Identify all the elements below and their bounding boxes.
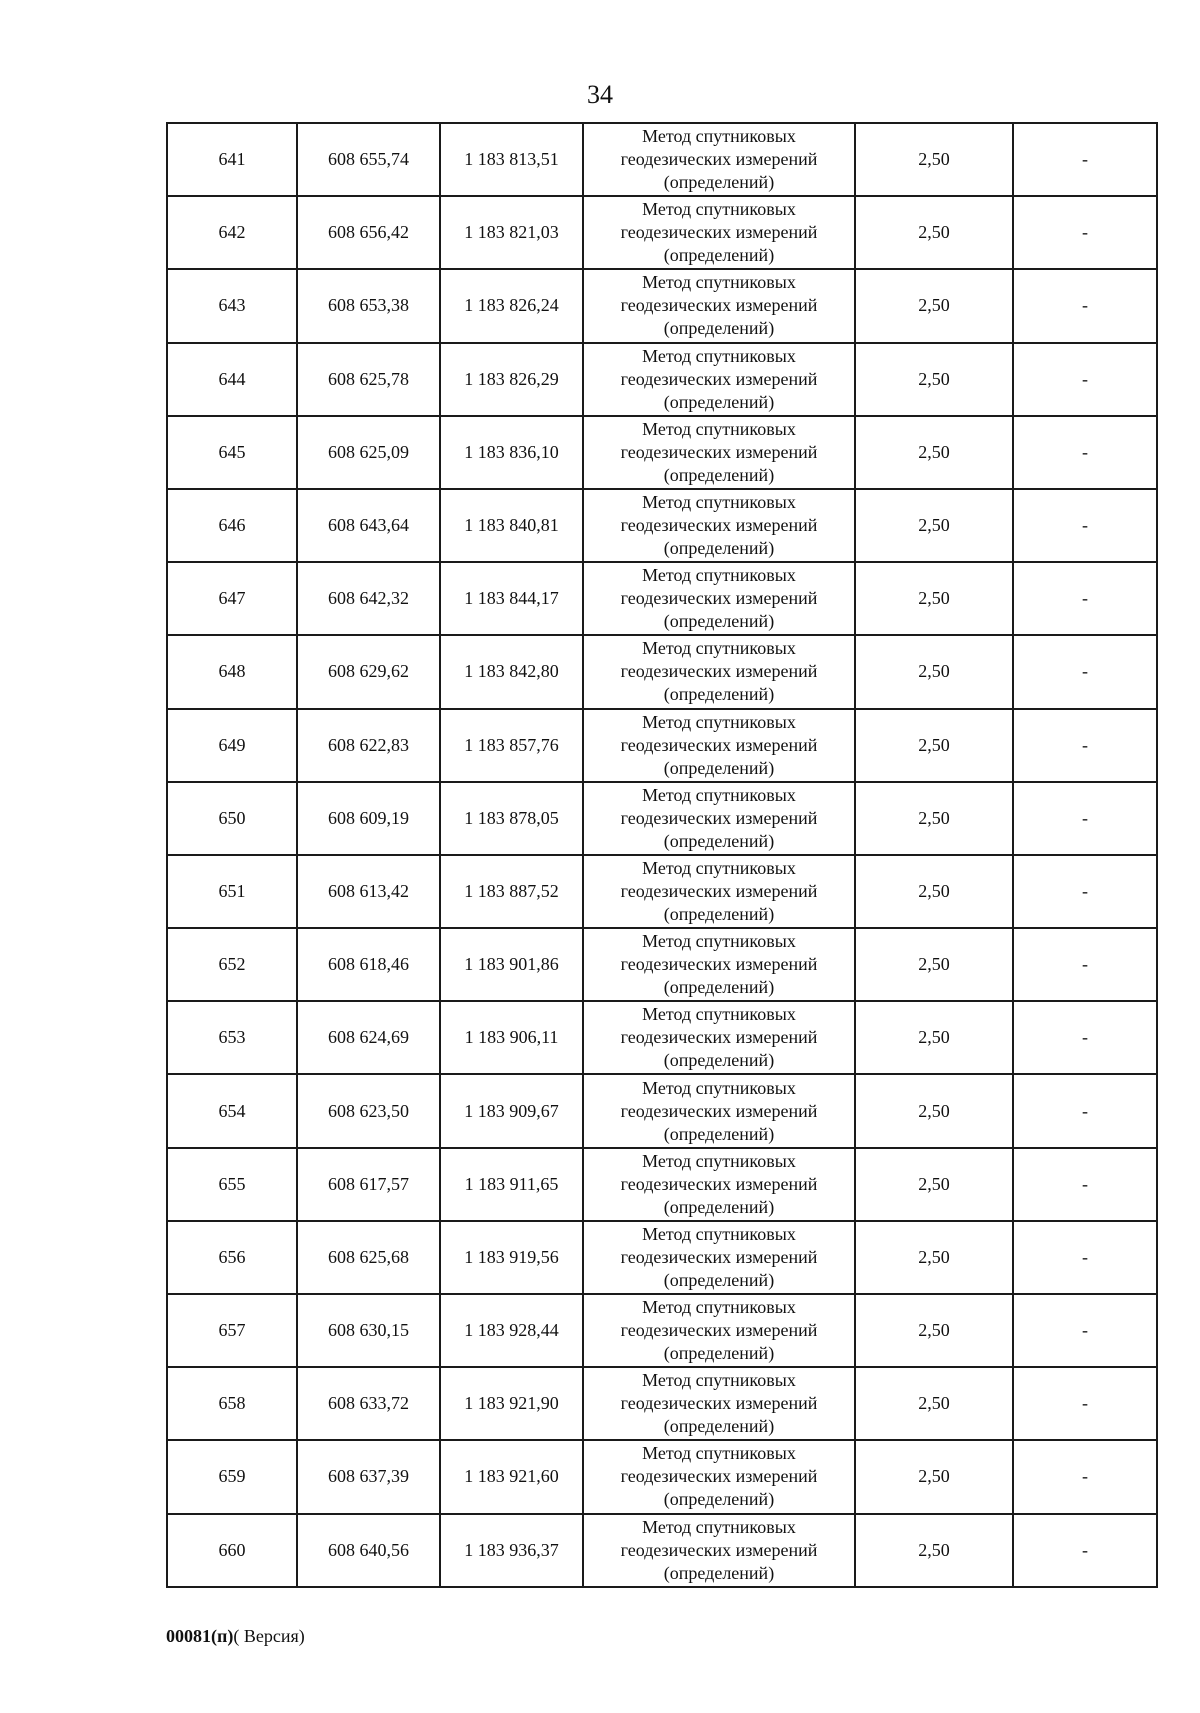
x-coordinate-cell: 608 643,64 (297, 489, 440, 562)
accuracy-cell: 2,50 (855, 269, 1013, 342)
method-cell (583, 196, 855, 269)
note-cell: - (1013, 1514, 1157, 1587)
method-cell (583, 1221, 855, 1294)
y-coordinate-cell: 1 183 936,37 (440, 1514, 583, 1587)
method-line: (определений) (663, 1123, 775, 1144)
method-line: (определений) (663, 245, 775, 266)
method-line: (определений) (663, 830, 775, 851)
method-line: Метод спутниковых (642, 1150, 796, 1171)
note-cell: - (1013, 1074, 1157, 1147)
method-line: (определений) (663, 903, 775, 924)
note-cell: - (1013, 1001, 1157, 1074)
method-line: геодезических измерений (620, 1466, 818, 1487)
method-line: (определений) (663, 538, 775, 559)
note-cell: - (1013, 196, 1157, 269)
x-coordinate-cell: 608 653,38 (297, 269, 440, 342)
accuracy-cell: 2,50 (855, 1148, 1013, 1221)
x-coordinate-cell: 608 637,39 (297, 1440, 440, 1513)
method-line: геодезических измерений (620, 588, 818, 609)
point-number-cell: 645 (167, 416, 297, 489)
x-coordinate-cell: 608 622,83 (297, 709, 440, 782)
table-row (167, 1221, 1157, 1294)
note-cell: - (1013, 489, 1157, 562)
note-cell: - (1013, 562, 1157, 635)
method-line: геодезических измерений (620, 1320, 818, 1341)
accuracy-cell: 2,50 (855, 416, 1013, 489)
accuracy-cell: 2,50 (855, 1001, 1013, 1074)
method-line: Метод спутниковых (642, 1077, 796, 1098)
method-line: геодезических измерений (620, 1100, 818, 1121)
table-row (167, 562, 1157, 635)
method-line: Метод спутниковых (642, 272, 796, 293)
method-line: Метод спутниковых (642, 1443, 796, 1464)
y-coordinate-cell: 1 183 919,56 (440, 1221, 583, 1294)
point-number-cell: 654 (167, 1074, 297, 1147)
point-number-cell: 652 (167, 928, 297, 1001)
note-cell: - (1013, 1367, 1157, 1440)
method-line: геодезических измерений (620, 1027, 818, 1048)
method-line: геодезических измерений (620, 149, 818, 170)
method-cell (583, 1367, 855, 1440)
method-line: (определений) (663, 1343, 775, 1364)
table-row (167, 1514, 1157, 1587)
method-line: геодезических измерений (620, 1539, 818, 1560)
method-line: (определений) (663, 391, 775, 412)
method-cell (583, 928, 855, 1001)
method-line: геодезических измерений (620, 807, 818, 828)
method-cell (583, 123, 855, 196)
point-number-cell: 656 (167, 1221, 297, 1294)
version-label: ( Версия) (233, 1626, 305, 1646)
accuracy-cell: 2,50 (855, 928, 1013, 1001)
y-coordinate-cell: 1 183 921,90 (440, 1367, 583, 1440)
page-number: 34 (587, 80, 613, 109)
x-coordinate-cell: 608 629,62 (297, 635, 440, 708)
point-number-cell: 643 (167, 269, 297, 342)
method-line: (определений) (663, 318, 775, 339)
table-row (167, 782, 1157, 855)
coordinates-table (166, 122, 1158, 1588)
x-coordinate-cell: 608 656,42 (297, 196, 440, 269)
x-coordinate-cell: 608 618,46 (297, 928, 440, 1001)
note-cell: - (1013, 635, 1157, 708)
method-cell (583, 709, 855, 782)
accuracy-cell: 2,50 (855, 1367, 1013, 1440)
method-line: (определений) (663, 464, 775, 485)
y-coordinate-cell: 1 183 909,67 (440, 1074, 583, 1147)
method-line: (определений) (663, 684, 775, 705)
method-line: Метод спутниковых (642, 1370, 796, 1391)
y-coordinate-cell: 1 183 842,80 (440, 635, 583, 708)
accuracy-cell: 2,50 (855, 1294, 1013, 1367)
method-line: (определений) (663, 1416, 775, 1437)
point-number-cell: 659 (167, 1440, 297, 1513)
y-coordinate-cell: 1 183 826,24 (440, 269, 583, 342)
method-line: Метод спутниковых (642, 345, 796, 366)
method-line: Метод спутниковых (642, 199, 796, 220)
method-line: (определений) (663, 172, 775, 193)
method-cell (583, 1148, 855, 1221)
method-cell (583, 1440, 855, 1513)
method-cell (583, 269, 855, 342)
table-row (167, 269, 1157, 342)
table-body (167, 123, 1157, 1587)
document-code (166, 1626, 305, 1647)
y-coordinate-cell: 1 183 901,86 (440, 928, 583, 1001)
accuracy-cell: 2,50 (855, 1440, 1013, 1513)
note-cell: - (1013, 1148, 1157, 1221)
point-number-cell: 655 (167, 1148, 297, 1221)
method-line: геодезических измерений (620, 222, 818, 243)
method-cell (583, 855, 855, 928)
point-number-cell: 641 (167, 123, 297, 196)
x-coordinate-cell: 608 630,15 (297, 1294, 440, 1367)
method-cell (583, 1001, 855, 1074)
table-row (167, 1074, 1157, 1147)
method-line: Метод спутниковых (642, 126, 796, 147)
accuracy-cell: 2,50 (855, 562, 1013, 635)
x-coordinate-cell: 608 655,74 (297, 123, 440, 196)
method-line: геодезических измерений (620, 1173, 818, 1194)
x-coordinate-cell: 608 625,78 (297, 343, 440, 416)
form-code: 00081(п) (166, 1626, 234, 1646)
y-coordinate-cell: 1 183 840,81 (440, 489, 583, 562)
accuracy-cell: 2,50 (855, 343, 1013, 416)
x-coordinate-cell: 608 642,32 (297, 562, 440, 635)
x-coordinate-cell: 608 617,57 (297, 1148, 440, 1221)
accuracy-cell: 2,50 (855, 1221, 1013, 1294)
method-cell (583, 1294, 855, 1367)
point-number-cell: 642 (167, 196, 297, 269)
x-coordinate-cell: 608 633,72 (297, 1367, 440, 1440)
y-coordinate-cell: 1 183 826,29 (440, 343, 583, 416)
note-cell: - (1013, 709, 1157, 782)
point-number-cell: 647 (167, 562, 297, 635)
note-cell: - (1013, 1440, 1157, 1513)
method-line: Метод спутниковых (642, 784, 796, 805)
table-row (167, 1440, 1157, 1513)
y-coordinate-cell: 1 183 911,65 (440, 1148, 583, 1221)
accuracy-cell: 2,50 (855, 1074, 1013, 1147)
table-row (167, 1367, 1157, 1440)
method-line: Метод спутниковых (642, 565, 796, 586)
note-cell: - (1013, 1221, 1157, 1294)
method-cell (583, 635, 855, 708)
accuracy-cell: 2,50 (855, 855, 1013, 928)
point-number-cell: 658 (167, 1367, 297, 1440)
point-number-cell: 649 (167, 709, 297, 782)
x-coordinate-cell: 608 625,09 (297, 416, 440, 489)
point-number-cell: 648 (167, 635, 297, 708)
method-line: (определений) (663, 1050, 775, 1071)
table-row (167, 1148, 1157, 1221)
point-number-cell: 653 (167, 1001, 297, 1074)
method-line: геодезических измерений (620, 1246, 818, 1267)
x-coordinate-cell: 608 625,68 (297, 1221, 440, 1294)
x-coordinate-cell: 608 613,42 (297, 855, 440, 928)
method-line: геодезических измерений (620, 1393, 818, 1414)
table-row (167, 928, 1157, 1001)
note-cell: - (1013, 1294, 1157, 1367)
table-row (167, 416, 1157, 489)
x-coordinate-cell: 608 640,56 (297, 1514, 440, 1587)
method-line: Метод спутниковых (642, 418, 796, 439)
point-number-cell: 646 (167, 489, 297, 562)
y-coordinate-cell: 1 183 844,17 (440, 562, 583, 635)
y-coordinate-cell: 1 183 921,60 (440, 1440, 583, 1513)
table-row (167, 123, 1157, 196)
x-coordinate-cell: 608 623,50 (297, 1074, 440, 1147)
y-coordinate-cell: 1 183 836,10 (440, 416, 583, 489)
y-coordinate-cell: 1 183 821,03 (440, 196, 583, 269)
method-cell (583, 1074, 855, 1147)
table-row (167, 1294, 1157, 1367)
table-row (167, 635, 1157, 708)
table-row (167, 489, 1157, 562)
method-line: (определений) (663, 1269, 775, 1290)
table-row (167, 855, 1157, 928)
note-cell: - (1013, 269, 1157, 342)
method-line: (определений) (663, 977, 775, 998)
method-line: Метод спутниковых (642, 931, 796, 952)
method-line: (определений) (663, 1562, 775, 1583)
method-cell (583, 1514, 855, 1587)
note-cell: - (1013, 343, 1157, 416)
note-cell: - (1013, 782, 1157, 855)
method-line: (определений) (663, 611, 775, 632)
method-line: Метод спутниковых (642, 1223, 796, 1244)
y-coordinate-cell: 1 183 857,76 (440, 709, 583, 782)
method-line: геодезических измерений (620, 515, 818, 536)
note-cell: - (1013, 416, 1157, 489)
point-number-cell: 644 (167, 343, 297, 416)
method-cell (583, 782, 855, 855)
accuracy-cell: 2,50 (855, 196, 1013, 269)
method-line: Метод спутниковых (642, 1004, 796, 1025)
method-line: Метод спутниковых (642, 857, 796, 878)
note-cell: - (1013, 928, 1157, 1001)
method-line: геодезических измерений (620, 661, 818, 682)
accuracy-cell: 2,50 (855, 709, 1013, 782)
y-coordinate-cell: 1 183 887,52 (440, 855, 583, 928)
table-row (167, 1001, 1157, 1074)
method-line: (определений) (663, 1196, 775, 1217)
point-number-cell: 650 (167, 782, 297, 855)
method-line: геодезических измерений (620, 368, 818, 389)
method-line: геодезических измерений (620, 734, 818, 755)
method-line: геодезических измерений (620, 441, 818, 462)
point-number-cell: 657 (167, 1294, 297, 1367)
method-line: Метод спутниковых (642, 492, 796, 513)
point-number-cell: 660 (167, 1514, 297, 1587)
point-number-cell: 651 (167, 855, 297, 928)
method-line: (определений) (663, 757, 775, 778)
method-line: Метод спутниковых (642, 711, 796, 732)
accuracy-cell: 2,50 (855, 782, 1013, 855)
x-coordinate-cell: 608 609,19 (297, 782, 440, 855)
method-line: геодезических измерений (620, 954, 818, 975)
method-line: Метод спутниковых (642, 1516, 796, 1537)
method-line: Метод спутниковых (642, 1297, 796, 1318)
method-cell (583, 416, 855, 489)
method-line: геодезических измерений (620, 880, 818, 901)
y-coordinate-cell: 1 183 906,11 (440, 1001, 583, 1074)
x-coordinate-cell: 608 624,69 (297, 1001, 440, 1074)
method-line: Метод спутниковых (642, 638, 796, 659)
method-line: (определений) (663, 1489, 775, 1510)
method-cell (583, 489, 855, 562)
y-coordinate-cell: 1 183 928,44 (440, 1294, 583, 1367)
accuracy-cell: 2,50 (855, 123, 1013, 196)
accuracy-cell: 2,50 (855, 635, 1013, 708)
method-cell (583, 343, 855, 416)
table-row (167, 343, 1157, 416)
accuracy-cell: 2,50 (855, 489, 1013, 562)
accuracy-cell: 2,50 (855, 1514, 1013, 1587)
method-line: геодезических измерений (620, 295, 818, 316)
note-cell: - (1013, 855, 1157, 928)
note-cell: - (1013, 123, 1157, 196)
method-cell (583, 562, 855, 635)
y-coordinate-cell: 1 183 813,51 (440, 123, 583, 196)
y-coordinate-cell: 1 183 878,05 (440, 782, 583, 855)
table-row (167, 709, 1157, 782)
table-row (167, 196, 1157, 269)
